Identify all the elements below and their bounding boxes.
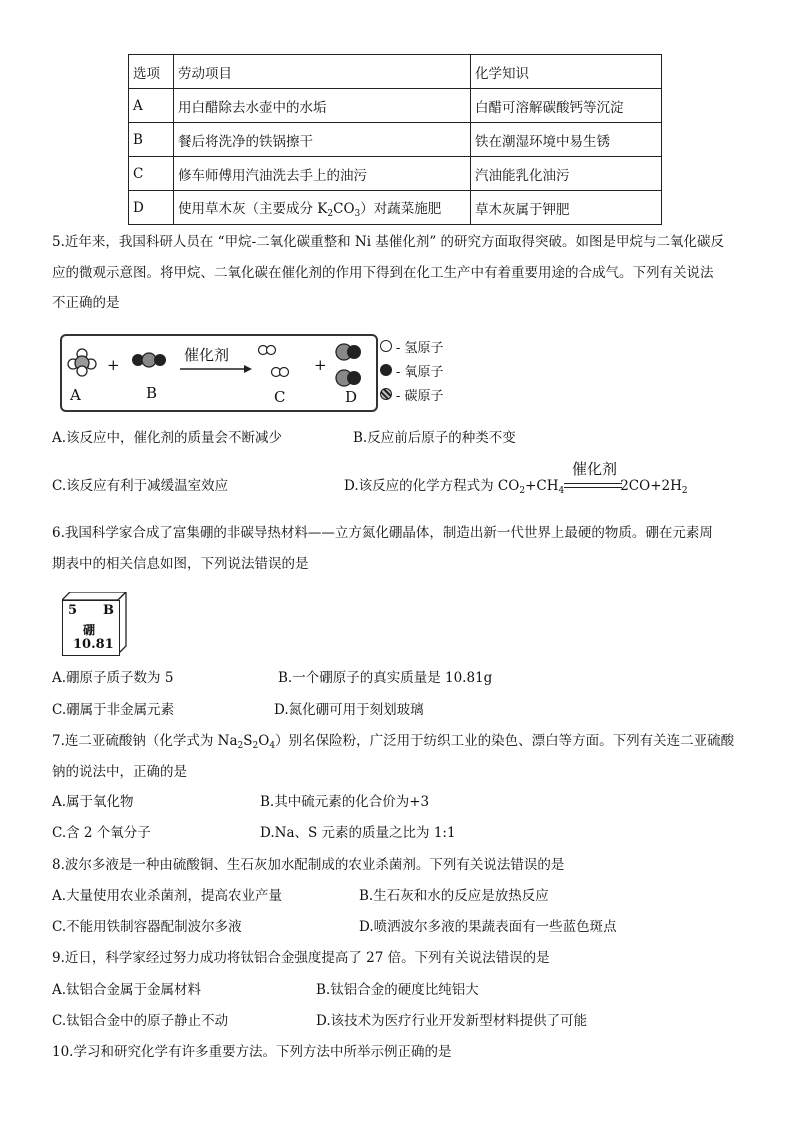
table-row — [129, 157, 662, 191]
q7-stem-part1: 7.连二亚硫酸钠（化学式为 Na — [52, 733, 238, 749]
label-d: D — [345, 388, 358, 406]
hydrogen-atom-icon — [380, 340, 392, 352]
q8-option-b: B.生石灰和水的反应是放热反应 — [359, 888, 549, 904]
table-cell: 草木灰属于钾肥 — [471, 191, 662, 225]
q5-stem-line1: 5.近年来，我国科研人员在 “甲烷-二氧化碳重整和 Ni 基催化剂” 的研究方面取得突破。如图是甲烷与二氧化碳反 — [52, 234, 725, 250]
legend-oxygen — [380, 360, 444, 380]
q7-stem-part3: O — [258, 733, 270, 749]
q9-option-c: C.钛铝合金中的原子静止不动 — [52, 1013, 229, 1029]
q6-option-b: B.一个硼原子的真实质量是 10.81g — [278, 670, 493, 686]
table-cell: B — [129, 123, 174, 157]
element-number: 5 — [68, 603, 78, 618]
q6-option-c: C.硼属于非金属元素 — [52, 702, 175, 718]
q8-option-a: A.大量使用农业杀菌剂，提高农业产量 — [52, 888, 283, 904]
label-b: B — [146, 384, 158, 402]
q5-option-d-mid: +CH — [525, 478, 559, 494]
q10-stem-line1: 10.学习和研究化学有许多重要方法。下列方法中所举示例正确的是 — [52, 1044, 452, 1060]
legend-hydrogen-label: - 氢原子 — [396, 340, 444, 356]
q9-option-b: B.钛铝合金的硬度比纯铝大 — [316, 982, 479, 998]
table-cell: 使用草木灰（主要成分 $K_2CO_3$）对蔬菜施肥 — [174, 191, 471, 225]
q6-option-d: D.氮化硼可用于刻划玻璃 — [274, 702, 424, 718]
q5-option-c: C.该反应有利于减缓温室效应 — [52, 478, 229, 494]
plus-sign-1: + — [107, 356, 120, 374]
legend-carbon-label: - 碳原子 — [396, 388, 444, 404]
methane-molecule — [68, 349, 96, 376]
element-card-boron — [62, 600, 120, 656]
q8-stem-line1: 8.波尔多液是一种由硫酸铜、生石灰加水配制成的农业杀菌剂。下列有关说法错误的是 — [52, 857, 565, 873]
q5-option-a: A.该反应中，催化剂的质量会不断减少 — [52, 430, 283, 446]
knowledge-table — [128, 54, 662, 225]
table-cell: 汽油能乳化油污 — [471, 157, 662, 191]
carbon-monoxide-molecules — [336, 344, 361, 386]
carbon-atom-icon — [380, 388, 392, 400]
q9-option-d: D.该技术为医疗行业开发新型材料提供了可能 — [316, 1013, 588, 1029]
label-c: C — [274, 388, 286, 406]
table-cell: 餐后将洗净的铁锅擦干 — [174, 123, 471, 157]
q5-option-d-prefix: D.该反应的化学方程式为 CO — [344, 478, 520, 494]
q5-option-d: D.该反应的化学方程式为 $CO_2+CH_4$ $2CO+2H_2$ — [344, 478, 688, 496]
q8-option-d: D.喷洒波尔多液的果蔬表面有一些蓝色斑点 — [359, 919, 617, 935]
equation-bar-lower — [564, 487, 622, 488]
table-cell: 白醋可溶解碳酸钙等沉淀 — [471, 89, 662, 123]
table-row — [129, 191, 662, 225]
equation-catalyst-label: 催化剂 — [572, 460, 618, 478]
q7-option-d: D.Na、S 元素的质量之比为 1:1 — [260, 825, 456, 841]
table-header-cell: 劳动项目 — [174, 55, 471, 89]
q8-option-c: C.不能用铁制容器配制波尔多液 — [52, 919, 242, 935]
q5-stem-line2: 应的微观示意图。将甲烷、二氧化碳在催化剂的作用下得到在化工生产中有着重要用途的合成气。下列有关说法 — [52, 265, 714, 281]
element-symbol: B — [103, 603, 114, 618]
q5-stem-line3: 不正确的是 — [52, 295, 120, 311]
hydrogen-molecules — [259, 346, 289, 377]
table-header-cell: 化学知识 — [471, 55, 662, 89]
legend-hydrogen — [380, 336, 444, 356]
q6-option-a: A.硼原子质子数为 5 — [52, 670, 174, 686]
arrow-head — [244, 365, 252, 373]
table-cell: 修车师傅用汽油洗去手上的油污 — [174, 157, 471, 191]
atom-legend — [380, 334, 480, 410]
table-row — [129, 123, 662, 157]
q7-stem-line2: 钠的说法中，正确的是 — [52, 764, 187, 780]
element-mass: 10.81 — [73, 637, 114, 652]
q9-stem-line1: 9.近日，科学家经过努力成功将钛铝合金强度提高了 27 倍。下列有关说法错误的是 — [52, 950, 550, 966]
equation-bar — [564, 483, 622, 484]
table-row — [129, 89, 662, 123]
q6-stem-line1: 6.我国科学家合成了富集硼的非碳导热材料——立方氮化硼晶体，制造出新一代世界上最硬的物质。硼在元素周 — [52, 525, 713, 541]
table-cell: C — [129, 157, 174, 191]
table-cell: A — [129, 89, 174, 123]
table-header-cell: 选项 — [129, 55, 174, 89]
q5-option-b: B.反应前后原子的种类不变 — [353, 430, 516, 446]
carbon-dioxide-molecule — [132, 353, 166, 367]
legend-carbon — [380, 384, 444, 404]
q7-option-a: A.属于氧化物 — [52, 794, 134, 810]
catalyst-label: 催化剂 — [184, 346, 230, 364]
q6-stem-line2: 期表中的相关信息如图，下列说法错误的是 — [52, 556, 309, 572]
q7-stem-line1: 7.连二亚硫酸钠（化学式为 $Na_2S_2O_4$）别名保险粉，广泛用于纺织工业的染色、漂白等方面。下列有关连二亚硫酸 — [52, 733, 735, 751]
reaction-diagram — [60, 334, 378, 412]
table-header-row — [129, 55, 662, 89]
q7-option-c: C.含 2 个氧分子 — [52, 825, 151, 841]
legend-oxygen-label: - 氧原子 — [396, 364, 444, 380]
q7-stem-part2: S — [243, 733, 253, 749]
plus-sign-2: + — [314, 356, 327, 374]
q9-option-a: A.钛铝合金属于金属材料 — [52, 982, 202, 998]
element-name: 硼 — [83, 623, 96, 637]
table-cell: 用白醋除去水壶中的水垢 — [174, 89, 471, 123]
q7-stem-part4: ）别名保险粉，广泛用于纺织工业的染色、漂白等方面。下列有关连二亚硫酸 — [275, 733, 735, 749]
oxygen-atom-icon — [380, 364, 392, 376]
q5-option-d-right: 2CO+2H — [620, 478, 682, 494]
table-cell: D — [129, 191, 174, 225]
table-cell: 铁在潮湿环境中易生锈 — [471, 123, 662, 157]
q7-option-b: B.其中硫元素的化合价为+3 — [260, 794, 430, 810]
label-a: A — [70, 386, 81, 404]
